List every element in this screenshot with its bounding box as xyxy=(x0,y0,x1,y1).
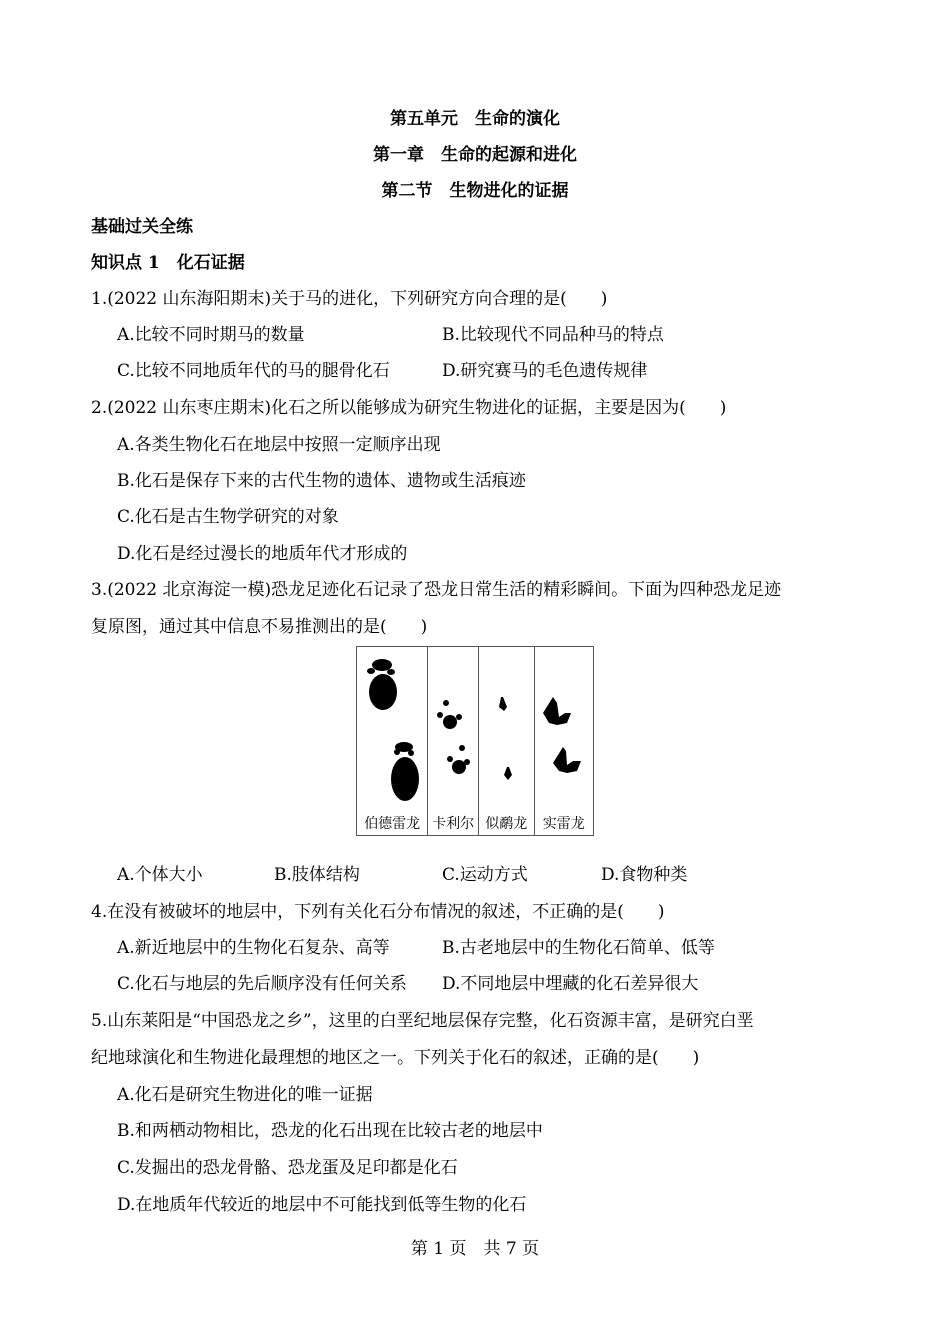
question-1-option-d: D.研究赛马的毛色遗传规律 xyxy=(442,361,648,381)
footprint-caption-2: 卡利尔 xyxy=(432,816,475,832)
question-4-option-c: C.化石与地层的先后顺序没有任何关系 xyxy=(117,974,407,994)
question-3-option-d: D.食物种类 xyxy=(601,865,688,885)
question-5-option-a: A.化石是研究生物进化的唯一证据 xyxy=(117,1085,373,1105)
footprint-panel-3 xyxy=(479,647,535,835)
exercise-heading: 基础过关全练 xyxy=(91,217,193,237)
question-5-option-b: B.和两栖动物相比，恐龙的化石出现在比较古老的地层中 xyxy=(117,1121,543,1141)
footprint-caption-1: 伯德雷龙 xyxy=(364,816,421,832)
question-3-option-c: C.运动方式 xyxy=(442,865,528,885)
question-3-option-b: B.肢体结构 xyxy=(274,865,360,885)
dinosaur-footprint-figure xyxy=(356,646,594,836)
question-1-option-a: A.比较不同时期马的数量 xyxy=(117,325,305,345)
question-2-option-b: B.化石是保存下来的古代生物的遗体、遗物或生活痕迹 xyxy=(117,471,526,491)
section-title: 第二节 生物进化的证据 xyxy=(381,181,569,201)
question-1-option-c: C.比较不同地质年代的马的腿骨化石 xyxy=(117,361,390,381)
footprint-caption-4: 实雷龙 xyxy=(542,816,585,832)
three-toed-footprint-icon xyxy=(535,647,594,837)
footprint-caption-3: 似鹬龙 xyxy=(485,816,528,832)
question-1-stem: 1.(2022 山东海阳期末)关于马的进化，下列研究方向合理的是( ) xyxy=(91,289,608,309)
question-5-option-d: D.在地质年代较近的地层中不可能找到低等生物的化石 xyxy=(117,1195,527,1215)
knowledge-point-heading: 知识点 1 化石证据 xyxy=(91,253,245,273)
question-5-stem-line-1: 5.山东莱阳是“中国恐龙之乡”，这里的白垩纪地层保存完整，化石资源丰富，是研究白垩 xyxy=(91,1011,754,1031)
question-4-option-a: A.新近地层中的生物化石复杂、高等 xyxy=(117,938,390,958)
question-3-stem-line-1: 3.(2022 北京海淀一模)恐龙足迹化石记录了恐龙日常生活的精彩瞬间。下面为四种恐龙足迹 xyxy=(91,580,782,600)
unit-title: 第五单元 生命的演化 xyxy=(390,109,560,129)
question-2-stem: 2.(2022 山东枣庄期末)化石之所以能够成为研究生物进化的证据，主要是因为( ) xyxy=(91,398,727,418)
question-5-stem-line-2: 纪地球演化和生物进化最理想的地区之一。下列关于化石的叙述，正确的是( ) xyxy=(91,1048,700,1068)
question-1-option-b: B.比较现代不同品种马的特点 xyxy=(442,325,664,345)
question-3-stem-line-2: 复原图，通过其中信息不易推测出的是( ) xyxy=(91,617,428,637)
question-2-option-c: C.化石是古生物学研究的对象 xyxy=(117,507,339,527)
question-4-option-d: D.不同地层中埋藏的化石差异很大 xyxy=(442,974,699,994)
medium-footprint-icon xyxy=(428,647,479,837)
footprint-panel-1 xyxy=(357,647,428,835)
question-3-option-a: A.个体大小 xyxy=(117,865,203,885)
footprint-panel-4 xyxy=(535,647,594,835)
question-4-option-b: B.古老地层中的生物化石简单、低等 xyxy=(442,938,715,958)
question-2-option-d: D.化石是经过漫长的地质年代才形成的 xyxy=(117,544,408,564)
small-footprint-icon xyxy=(479,647,535,837)
question-4-stem: 4.在没有被破坏的地层中，下列有关化石分布情况的叙述，不正确的是( ) xyxy=(91,902,665,922)
footprint-panel-2 xyxy=(428,647,479,835)
chapter-title: 第一章 生命的起源和进化 xyxy=(373,145,577,165)
question-5-option-c: C.发掘出的恐龙骨骼、恐龙蛋及足印都是化石 xyxy=(117,1158,458,1178)
question-2-option-a: A.各类生物化石在地层中按照一定顺序出现 xyxy=(117,435,441,455)
page-footer: 第 1 页 共 7 页 xyxy=(410,1239,540,1259)
large-footprint-icon xyxy=(357,647,429,837)
